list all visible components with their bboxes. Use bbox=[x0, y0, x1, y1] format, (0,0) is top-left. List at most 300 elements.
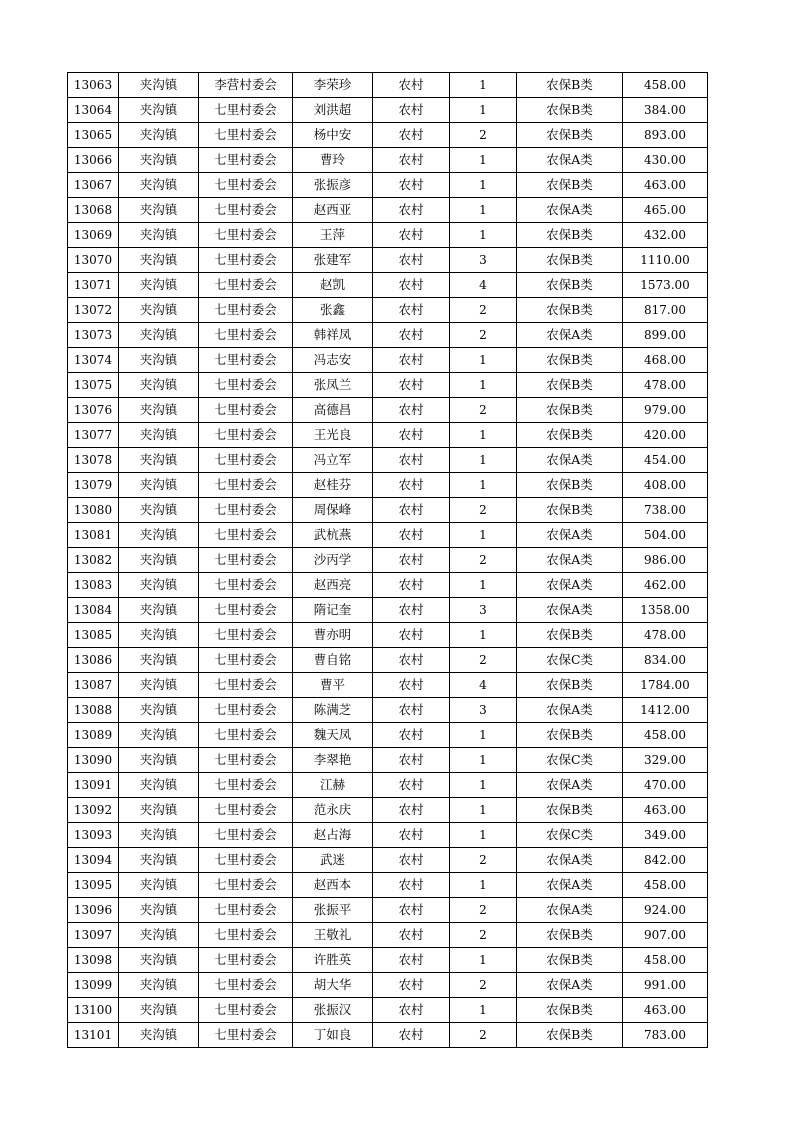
cell-person-name: 赵凯 bbox=[293, 273, 373, 298]
cell-town: 夹沟镇 bbox=[119, 698, 199, 723]
cell-village-committee: 七里村委会 bbox=[199, 973, 293, 998]
cell-person-name: 武迷 bbox=[293, 848, 373, 873]
cell-household-count: 2 bbox=[450, 398, 517, 423]
cell-amount: 979.00 bbox=[623, 398, 708, 423]
cell-record-id: 13063 bbox=[68, 73, 119, 98]
cell-amount: 478.00 bbox=[623, 623, 708, 648]
cell-village-committee: 七里村委会 bbox=[199, 373, 293, 398]
cell-village-committee: 七里村委会 bbox=[199, 148, 293, 173]
table-row bbox=[68, 1023, 708, 1048]
cell-town: 夹沟镇 bbox=[119, 973, 199, 998]
cell-amount: 420.00 bbox=[623, 423, 708, 448]
cell-household-count: 1 bbox=[450, 748, 517, 773]
cell-household-count: 1 bbox=[450, 173, 517, 198]
cell-village-committee: 七里村委会 bbox=[199, 173, 293, 198]
cell-person-name: 武杭燕 bbox=[293, 523, 373, 548]
cell-insurance-category: 农保B类 bbox=[517, 923, 623, 948]
cell-household-count: 2 bbox=[450, 1023, 517, 1048]
cell-amount: 458.00 bbox=[623, 873, 708, 898]
cell-insurance-category: 农保B类 bbox=[517, 948, 623, 973]
cell-record-id: 13099 bbox=[68, 973, 119, 998]
table-row bbox=[68, 873, 708, 898]
table-row bbox=[68, 498, 708, 523]
cell-village-committee: 七里村委会 bbox=[199, 198, 293, 223]
table-row bbox=[68, 473, 708, 498]
cell-household-count: 1 bbox=[450, 998, 517, 1023]
table-row bbox=[68, 623, 708, 648]
cell-household-count: 1 bbox=[450, 423, 517, 448]
table-row bbox=[68, 148, 708, 173]
cell-area-type: 农村 bbox=[373, 898, 450, 923]
table-row bbox=[68, 73, 708, 98]
table-row bbox=[68, 248, 708, 273]
cell-insurance-category: 农保B类 bbox=[517, 498, 623, 523]
cell-record-id: 13078 bbox=[68, 448, 119, 473]
cell-record-id: 13094 bbox=[68, 848, 119, 873]
table-row bbox=[68, 848, 708, 873]
cell-area-type: 农村 bbox=[373, 448, 450, 473]
cell-record-id: 13098 bbox=[68, 948, 119, 973]
cell-amount: 783.00 bbox=[623, 1023, 708, 1048]
cell-amount: 463.00 bbox=[623, 998, 708, 1023]
cell-record-id: 13081 bbox=[68, 523, 119, 548]
cell-amount: 463.00 bbox=[623, 173, 708, 198]
cell-insurance-category: 农保B类 bbox=[517, 73, 623, 98]
table-row bbox=[68, 573, 708, 598]
table-row bbox=[68, 98, 708, 123]
cell-household-count: 1 bbox=[450, 773, 517, 798]
table-row bbox=[68, 448, 708, 473]
cell-record-id: 13084 bbox=[68, 598, 119, 623]
table-row bbox=[68, 723, 708, 748]
cell-town: 夹沟镇 bbox=[119, 473, 199, 498]
cell-area-type: 农村 bbox=[373, 598, 450, 623]
cell-insurance-category: 农保B类 bbox=[517, 248, 623, 273]
table-row bbox=[68, 348, 708, 373]
cell-area-type: 农村 bbox=[373, 173, 450, 198]
cell-village-committee: 七里村委会 bbox=[199, 248, 293, 273]
cell-village-committee: 七里村委会 bbox=[199, 523, 293, 548]
cell-amount: 1573.00 bbox=[623, 273, 708, 298]
cell-person-name: 丁如良 bbox=[293, 1023, 373, 1048]
cell-amount: 738.00 bbox=[623, 498, 708, 523]
cell-amount: 991.00 bbox=[623, 973, 708, 998]
cell-insurance-category: 农保B类 bbox=[517, 123, 623, 148]
cell-amount: 817.00 bbox=[623, 298, 708, 323]
cell-town: 夹沟镇 bbox=[119, 773, 199, 798]
cell-person-name: 曹亦明 bbox=[293, 623, 373, 648]
cell-amount: 1412.00 bbox=[623, 698, 708, 723]
cell-insurance-category: 农保A类 bbox=[517, 898, 623, 923]
cell-household-count: 1 bbox=[450, 223, 517, 248]
cell-town: 夹沟镇 bbox=[119, 298, 199, 323]
cell-insurance-category: 农保C类 bbox=[517, 823, 623, 848]
cell-record-id: 13074 bbox=[68, 348, 119, 373]
cell-insurance-category: 农保A类 bbox=[517, 873, 623, 898]
cell-person-name: 曹平 bbox=[293, 673, 373, 698]
cell-town: 夹沟镇 bbox=[119, 498, 199, 523]
table-row bbox=[68, 273, 708, 298]
cell-insurance-category: 农保C类 bbox=[517, 648, 623, 673]
cell-record-id: 13097 bbox=[68, 923, 119, 948]
cell-household-count: 1 bbox=[450, 448, 517, 473]
cell-insurance-category: 农保A类 bbox=[517, 773, 623, 798]
cell-insurance-category: 农保A类 bbox=[517, 523, 623, 548]
cell-insurance-category: 农保B类 bbox=[517, 173, 623, 198]
cell-town: 夹沟镇 bbox=[119, 898, 199, 923]
cell-area-type: 农村 bbox=[373, 423, 450, 448]
cell-person-name: 冯立军 bbox=[293, 448, 373, 473]
cell-amount: 329.00 bbox=[623, 748, 708, 773]
cell-area-type: 农村 bbox=[373, 323, 450, 348]
cell-town: 夹沟镇 bbox=[119, 323, 199, 348]
cell-record-id: 13091 bbox=[68, 773, 119, 798]
table-row bbox=[68, 373, 708, 398]
cell-area-type: 农村 bbox=[373, 98, 450, 123]
cell-village-committee: 七里村委会 bbox=[199, 498, 293, 523]
cell-village-committee: 七里村委会 bbox=[199, 548, 293, 573]
table-row bbox=[68, 948, 708, 973]
cell-household-count: 1 bbox=[450, 473, 517, 498]
table-row bbox=[68, 798, 708, 823]
cell-town: 夹沟镇 bbox=[119, 998, 199, 1023]
cell-village-committee: 七里村委会 bbox=[199, 798, 293, 823]
table-row bbox=[68, 973, 708, 998]
cell-household-count: 1 bbox=[450, 523, 517, 548]
cell-person-name: 张振彦 bbox=[293, 173, 373, 198]
cell-amount: 986.00 bbox=[623, 548, 708, 573]
table-row bbox=[68, 998, 708, 1023]
cell-town: 夹沟镇 bbox=[119, 398, 199, 423]
table-row bbox=[68, 123, 708, 148]
cell-town: 夹沟镇 bbox=[119, 1023, 199, 1048]
cell-area-type: 农村 bbox=[373, 573, 450, 598]
cell-record-id: 13080 bbox=[68, 498, 119, 523]
cell-amount: 430.00 bbox=[623, 148, 708, 173]
cell-insurance-category: 农保A类 bbox=[517, 323, 623, 348]
cell-insurance-category: 农保B类 bbox=[517, 98, 623, 123]
cell-household-count: 2 bbox=[450, 923, 517, 948]
cell-person-name: 隋记奎 bbox=[293, 598, 373, 623]
cell-area-type: 农村 bbox=[373, 748, 450, 773]
cell-amount: 470.00 bbox=[623, 773, 708, 798]
cell-village-committee: 七里村委会 bbox=[199, 873, 293, 898]
cell-area-type: 农村 bbox=[373, 723, 450, 748]
cell-record-id: 13101 bbox=[68, 1023, 119, 1048]
cell-amount: 349.00 bbox=[623, 823, 708, 848]
cell-amount: 468.00 bbox=[623, 348, 708, 373]
cell-town: 夹沟镇 bbox=[119, 373, 199, 398]
cell-household-count: 1 bbox=[450, 98, 517, 123]
table-row bbox=[68, 773, 708, 798]
cell-town: 夹沟镇 bbox=[119, 273, 199, 298]
cell-amount: 462.00 bbox=[623, 573, 708, 598]
cell-town: 夹沟镇 bbox=[119, 798, 199, 823]
cell-person-name: 韩祥凤 bbox=[293, 323, 373, 348]
cell-insurance-category: 农保B类 bbox=[517, 398, 623, 423]
cell-household-count: 4 bbox=[450, 273, 517, 298]
cell-amount: 907.00 bbox=[623, 923, 708, 948]
cell-amount: 463.00 bbox=[623, 798, 708, 823]
cell-area-type: 农村 bbox=[373, 673, 450, 698]
cell-town: 夹沟镇 bbox=[119, 948, 199, 973]
cell-area-type: 农村 bbox=[373, 348, 450, 373]
cell-person-name: 胡大华 bbox=[293, 973, 373, 998]
table-row bbox=[68, 173, 708, 198]
cell-area-type: 农村 bbox=[373, 823, 450, 848]
cell-town: 夹沟镇 bbox=[119, 423, 199, 448]
cell-household-count: 1 bbox=[450, 148, 517, 173]
cell-person-name: 王萍 bbox=[293, 223, 373, 248]
cell-household-count: 4 bbox=[450, 673, 517, 698]
cell-record-id: 13067 bbox=[68, 173, 119, 198]
cell-person-name: 周保峰 bbox=[293, 498, 373, 523]
cell-insurance-category: 农保C类 bbox=[517, 748, 623, 773]
table-row bbox=[68, 548, 708, 573]
cell-amount: 834.00 bbox=[623, 648, 708, 673]
cell-town: 夹沟镇 bbox=[119, 573, 199, 598]
cell-household-count: 2 bbox=[450, 898, 517, 923]
cell-amount: 504.00 bbox=[623, 523, 708, 548]
cell-household-count: 3 bbox=[450, 698, 517, 723]
cell-record-id: 13096 bbox=[68, 898, 119, 923]
cell-village-committee: 七里村委会 bbox=[199, 598, 293, 623]
cell-town: 夹沟镇 bbox=[119, 823, 199, 848]
cell-amount: 1110.00 bbox=[623, 248, 708, 273]
cell-record-id: 13077 bbox=[68, 423, 119, 448]
cell-area-type: 农村 bbox=[373, 223, 450, 248]
cell-person-name: 魏天凤 bbox=[293, 723, 373, 748]
cell-record-id: 13073 bbox=[68, 323, 119, 348]
cell-area-type: 农村 bbox=[373, 923, 450, 948]
cell-town: 夹沟镇 bbox=[119, 623, 199, 648]
cell-person-name: 张鑫 bbox=[293, 298, 373, 323]
cell-amount: 458.00 bbox=[623, 723, 708, 748]
cell-town: 夹沟镇 bbox=[119, 448, 199, 473]
cell-household-count: 3 bbox=[450, 598, 517, 623]
cell-household-count: 1 bbox=[450, 573, 517, 598]
cell-village-committee: 李营村委会 bbox=[199, 73, 293, 98]
cell-household-count: 2 bbox=[450, 548, 517, 573]
cell-person-name: 李荣珍 bbox=[293, 73, 373, 98]
cell-household-count: 1 bbox=[450, 623, 517, 648]
table-row bbox=[68, 198, 708, 223]
cell-village-committee: 七里村委会 bbox=[199, 348, 293, 373]
cell-area-type: 农村 bbox=[373, 248, 450, 273]
cell-area-type: 农村 bbox=[373, 648, 450, 673]
cell-insurance-category: 农保B类 bbox=[517, 1023, 623, 1048]
cell-household-count: 2 bbox=[450, 123, 517, 148]
cell-household-count: 1 bbox=[450, 798, 517, 823]
cell-town: 夹沟镇 bbox=[119, 198, 199, 223]
cell-area-type: 农村 bbox=[373, 973, 450, 998]
table-row bbox=[68, 898, 708, 923]
cell-town: 夹沟镇 bbox=[119, 73, 199, 98]
cell-person-name: 赵西本 bbox=[293, 873, 373, 898]
cell-village-committee: 七里村委会 bbox=[199, 698, 293, 723]
cell-record-id: 13082 bbox=[68, 548, 119, 573]
cell-area-type: 农村 bbox=[373, 273, 450, 298]
cell-village-committee: 七里村委会 bbox=[199, 623, 293, 648]
cell-area-type: 农村 bbox=[373, 548, 450, 573]
cell-record-id: 13100 bbox=[68, 998, 119, 1023]
cell-record-id: 13075 bbox=[68, 373, 119, 398]
cell-town: 夹沟镇 bbox=[119, 723, 199, 748]
cell-insurance-category: 农保B类 bbox=[517, 423, 623, 448]
cell-record-id: 13083 bbox=[68, 573, 119, 598]
cell-insurance-category: 农保A类 bbox=[517, 848, 623, 873]
cell-area-type: 农村 bbox=[373, 623, 450, 648]
cell-person-name: 王敬礼 bbox=[293, 923, 373, 948]
cell-person-name: 陈满芝 bbox=[293, 698, 373, 723]
cell-town: 夹沟镇 bbox=[119, 548, 199, 573]
cell-village-committee: 七里村委会 bbox=[199, 448, 293, 473]
cell-amount: 458.00 bbox=[623, 73, 708, 98]
cell-insurance-category: 农保A类 bbox=[517, 573, 623, 598]
cell-insurance-category: 农保B类 bbox=[517, 798, 623, 823]
cell-person-name: 赵西亮 bbox=[293, 573, 373, 598]
cell-insurance-category: 农保B类 bbox=[517, 273, 623, 298]
cell-person-name: 高德昌 bbox=[293, 398, 373, 423]
cell-area-type: 农村 bbox=[373, 298, 450, 323]
cell-village-committee: 七里村委会 bbox=[199, 723, 293, 748]
cell-area-type: 农村 bbox=[373, 473, 450, 498]
cell-area-type: 农村 bbox=[373, 1023, 450, 1048]
cell-amount: 893.00 bbox=[623, 123, 708, 148]
cell-insurance-category: 农保B类 bbox=[517, 298, 623, 323]
table-row bbox=[68, 323, 708, 348]
cell-household-count: 1 bbox=[450, 373, 517, 398]
table-row bbox=[68, 298, 708, 323]
cell-town: 夹沟镇 bbox=[119, 123, 199, 148]
cell-person-name: 范永庆 bbox=[293, 798, 373, 823]
cell-record-id: 13095 bbox=[68, 873, 119, 898]
cell-village-committee: 七里村委会 bbox=[199, 948, 293, 973]
table-row bbox=[68, 673, 708, 698]
cell-town: 夹沟镇 bbox=[119, 848, 199, 873]
cell-insurance-category: 农保B类 bbox=[517, 998, 623, 1023]
cell-village-committee: 七里村委会 bbox=[199, 773, 293, 798]
cell-amount: 454.00 bbox=[623, 448, 708, 473]
roster-table bbox=[67, 72, 708, 1048]
cell-person-name: 江赫 bbox=[293, 773, 373, 798]
table-row bbox=[68, 223, 708, 248]
cell-record-id: 13065 bbox=[68, 123, 119, 148]
cell-household-count: 1 bbox=[450, 198, 517, 223]
cell-household-count: 1 bbox=[450, 723, 517, 748]
table-row bbox=[68, 423, 708, 448]
cell-village-committee: 七里村委会 bbox=[199, 1023, 293, 1048]
table-row bbox=[68, 823, 708, 848]
cell-record-id: 13093 bbox=[68, 823, 119, 848]
cell-record-id: 13066 bbox=[68, 148, 119, 173]
cell-amount: 924.00 bbox=[623, 898, 708, 923]
cell-town: 夹沟镇 bbox=[119, 873, 199, 898]
cell-town: 夹沟镇 bbox=[119, 348, 199, 373]
cell-insurance-category: 农保A类 bbox=[517, 148, 623, 173]
cell-person-name: 冯志安 bbox=[293, 348, 373, 373]
cell-village-committee: 七里村委会 bbox=[199, 298, 293, 323]
cell-town: 夹沟镇 bbox=[119, 98, 199, 123]
cell-amount: 458.00 bbox=[623, 948, 708, 973]
cell-village-committee: 七里村委会 bbox=[199, 398, 293, 423]
cell-village-committee: 七里村委会 bbox=[199, 648, 293, 673]
cell-record-id: 13079 bbox=[68, 473, 119, 498]
cell-amount: 1358.00 bbox=[623, 598, 708, 623]
cell-area-type: 农村 bbox=[373, 398, 450, 423]
cell-village-committee: 七里村委会 bbox=[199, 98, 293, 123]
cell-amount: 384.00 bbox=[623, 98, 708, 123]
cell-town: 夹沟镇 bbox=[119, 248, 199, 273]
cell-insurance-category: 农保A类 bbox=[517, 198, 623, 223]
cell-household-count: 1 bbox=[450, 348, 517, 373]
cell-area-type: 农村 bbox=[373, 148, 450, 173]
cell-person-name: 张凤兰 bbox=[293, 373, 373, 398]
cell-area-type: 农村 bbox=[373, 123, 450, 148]
cell-record-id: 13090 bbox=[68, 748, 119, 773]
cell-insurance-category: 农保A类 bbox=[517, 973, 623, 998]
cell-household-count: 1 bbox=[450, 948, 517, 973]
cell-person-name: 曹玲 bbox=[293, 148, 373, 173]
cell-village-committee: 七里村委会 bbox=[199, 923, 293, 948]
cell-person-name: 沙丙学 bbox=[293, 548, 373, 573]
cell-town: 夹沟镇 bbox=[119, 223, 199, 248]
cell-town: 夹沟镇 bbox=[119, 523, 199, 548]
cell-person-name: 张振平 bbox=[293, 898, 373, 923]
cell-village-committee: 七里村委会 bbox=[199, 848, 293, 873]
cell-person-name: 王光良 bbox=[293, 423, 373, 448]
cell-person-name: 刘洪超 bbox=[293, 98, 373, 123]
cell-record-id: 13070 bbox=[68, 248, 119, 273]
cell-area-type: 农村 bbox=[373, 373, 450, 398]
cell-household-count: 2 bbox=[450, 298, 517, 323]
cell-area-type: 农村 bbox=[373, 523, 450, 548]
cell-person-name: 赵桂芬 bbox=[293, 473, 373, 498]
cell-village-committee: 七里村委会 bbox=[199, 123, 293, 148]
cell-area-type: 农村 bbox=[373, 948, 450, 973]
cell-record-id: 13076 bbox=[68, 398, 119, 423]
cell-household-count: 1 bbox=[450, 873, 517, 898]
cell-insurance-category: 农保B类 bbox=[517, 723, 623, 748]
cell-person-name: 许胜英 bbox=[293, 948, 373, 973]
cell-amount: 899.00 bbox=[623, 323, 708, 348]
cell-town: 夹沟镇 bbox=[119, 598, 199, 623]
cell-insurance-category: 农保A类 bbox=[517, 448, 623, 473]
cell-village-committee: 七里村委会 bbox=[199, 673, 293, 698]
cell-amount: 1784.00 bbox=[623, 673, 708, 698]
cell-record-id: 13071 bbox=[68, 273, 119, 298]
cell-town: 夹沟镇 bbox=[119, 148, 199, 173]
cell-amount: 432.00 bbox=[623, 223, 708, 248]
cell-record-id: 13069 bbox=[68, 223, 119, 248]
cell-amount: 842.00 bbox=[623, 848, 708, 873]
cell-record-id: 13068 bbox=[68, 198, 119, 223]
cell-record-id: 13085 bbox=[68, 623, 119, 648]
cell-village-committee: 七里村委会 bbox=[199, 323, 293, 348]
table-row bbox=[68, 923, 708, 948]
cell-insurance-category: 农保B类 bbox=[517, 348, 623, 373]
cell-town: 夹沟镇 bbox=[119, 648, 199, 673]
cell-village-committee: 七里村委会 bbox=[199, 998, 293, 1023]
cell-household-count: 2 bbox=[450, 973, 517, 998]
table-row bbox=[68, 698, 708, 723]
cell-town: 夹沟镇 bbox=[119, 673, 199, 698]
cell-town: 夹沟镇 bbox=[119, 748, 199, 773]
cell-insurance-category: 农保A类 bbox=[517, 548, 623, 573]
cell-record-id: 13087 bbox=[68, 673, 119, 698]
cell-village-committee: 七里村委会 bbox=[199, 223, 293, 248]
cell-area-type: 农村 bbox=[373, 73, 450, 98]
